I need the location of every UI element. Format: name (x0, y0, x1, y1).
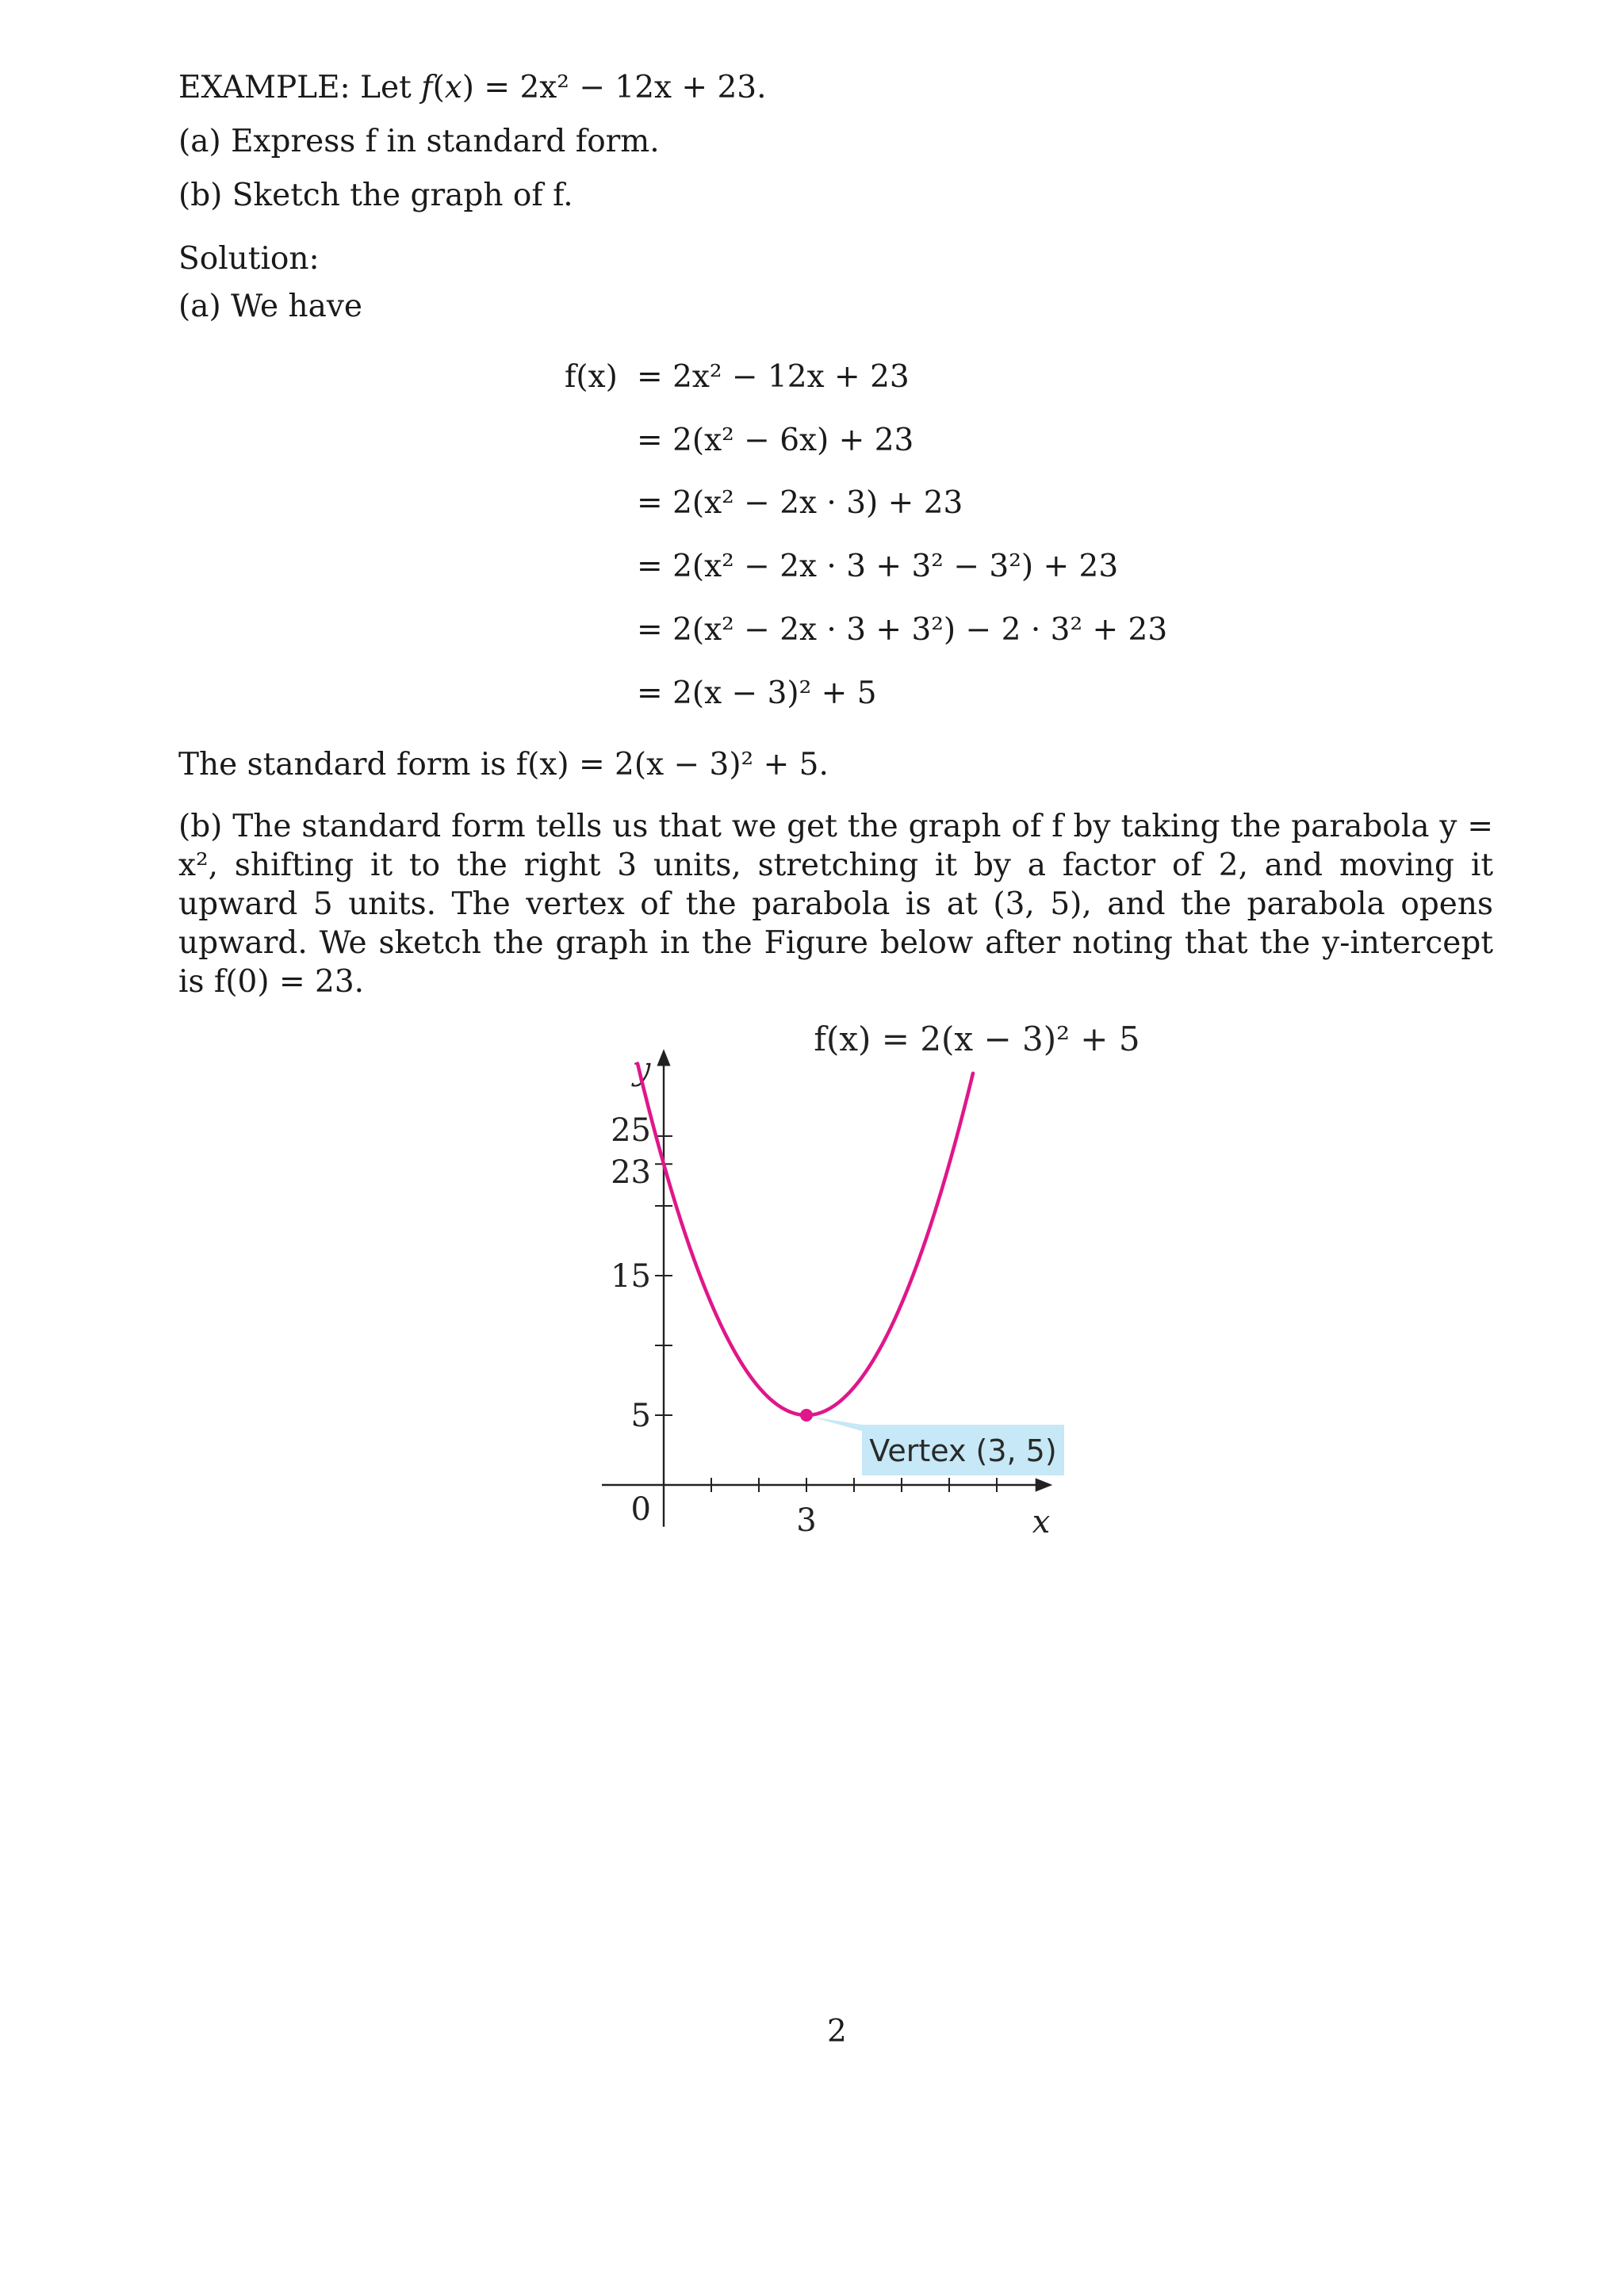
y-tick-label: 5 (630, 1398, 651, 1434)
example-function-name: f (421, 70, 433, 105)
parabola-curve (638, 1063, 973, 1415)
y-tick-label: 23 (611, 1154, 651, 1192)
standard-form-sentence: The standard form is f(x) = 2(x − 3)² + 5. (178, 747, 829, 783)
derivation-line: = 2(x² − 2x · 3 + 3² − 3²) + 23 (637, 549, 1119, 584)
vertex-callout-label: Vertex (3, 5) (869, 1433, 1057, 1468)
graph-function-label: f(x) = 2(x − 3)² + 5 (814, 1020, 1140, 1058)
derivation-line: = 2(x − 3)² + 5 (637, 675, 877, 711)
y-tick-label: 25 (611, 1112, 651, 1149)
derivation-line: = 2x² − 12x + 23 (637, 359, 910, 395)
derivation-line: = 2(x² − 6x) + 23 (637, 423, 914, 458)
origin-label: 0 (630, 1491, 651, 1528)
x-tick-label: 3 (796, 1502, 817, 1539)
part-a-intro: (a) We have (178, 289, 362, 324)
example-prefix: EXAMPLE: Let (178, 70, 422, 105)
x-axis-label: x (1032, 1504, 1051, 1540)
example-variable: x (444, 70, 462, 105)
part-b-text: (b) The standard form tells us that we get the graph of f by taking the parabola y = x², shifting it to the right 3 units, stretching it by a factor of 2, and moving it upward 5 units. The vertex of the parabola is at (3, 5), and the parabola opens upward. We sketch the graph in the Figure below after noting that the y-intercept is f(0) = 23. (178, 809, 1493, 1000)
page-number: 2 (827, 2014, 847, 2049)
y-tick-label: 15 (611, 1258, 651, 1295)
solution-label: Solution: (178, 241, 320, 277)
derivation-line: = 2(x² − 2x · 3) + 23 (637, 485, 963, 521)
part-a-prompt: (a) Express f in standard form. (178, 124, 660, 159)
part-b-prompt: (b) Sketch the graph of f. (178, 178, 573, 213)
vertex-point (800, 1409, 813, 1422)
example-statement: EXAMPLE: Let f(x) = 2x² − 12x + 23. (178, 70, 767, 105)
y-axis-label: y (632, 1050, 651, 1088)
derivation-lhs: f(x) (565, 359, 618, 395)
example-rhs: 2x² − 12x + 23. (519, 70, 767, 105)
derivation-line: = 2(x² − 2x · 3 + 3²) − 2 · 3² + 23 (637, 612, 1168, 648)
